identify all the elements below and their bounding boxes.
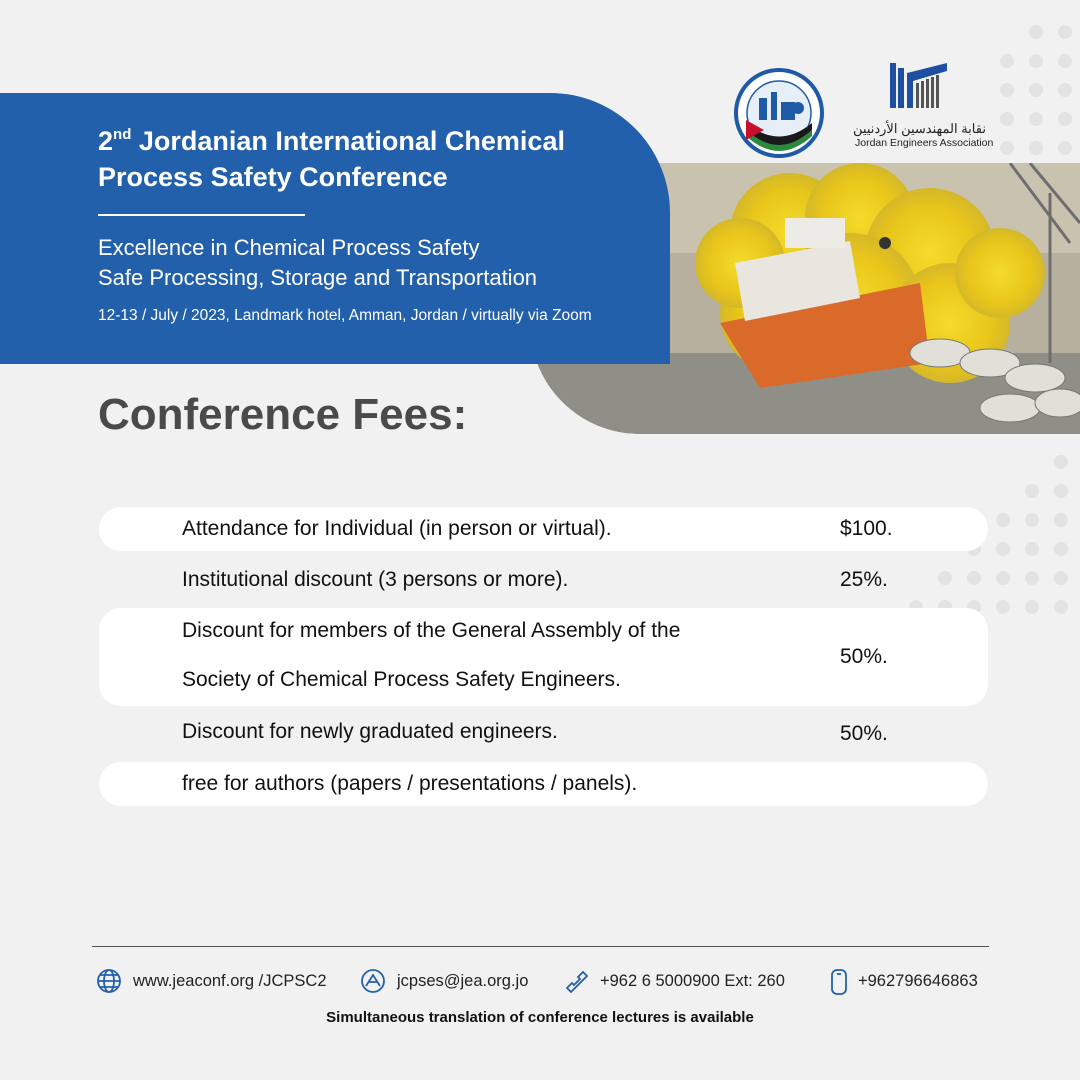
- fee-amount-graduates: 50%.: [840, 722, 888, 745]
- decorative-dot: [1029, 83, 1043, 97]
- decorative-dot: [1025, 542, 1039, 556]
- globe-icon: [96, 968, 122, 999]
- mobile-icon: [828, 968, 850, 1001]
- fee-amount-members: 50%.: [840, 645, 888, 668]
- email-link[interactable]: jcpses@jea.org.jo: [397, 972, 529, 990]
- fee-label-members-line2: Society of Chemical Process Safety Engineers.: [182, 668, 621, 691]
- society-seal-icon: [734, 68, 824, 158]
- decorative-dot: [1054, 600, 1068, 614]
- decorative-dot: [1025, 484, 1039, 498]
- decorative-dot: [1058, 141, 1072, 155]
- phone-icon: [563, 968, 589, 999]
- website-link[interactable]: www.jeaconf.org /JCPSC2: [133, 972, 327, 990]
- conference-date-location: 12-13 / July / 2023, Landmark hotel, Amman, Jordan / virtually via Zoom: [98, 307, 592, 324]
- decorative-dot: [1058, 112, 1072, 126]
- email-icon: [360, 968, 386, 999]
- fee-label-members-line1: Discount for members of the General Assembly of the: [182, 619, 681, 642]
- decorative-dot: [996, 513, 1010, 527]
- decorative-dot: [1058, 83, 1072, 97]
- conference-title: 2nd Jordanian International Chemical Process Safety Conference: [98, 126, 565, 192]
- fee-label-graduates: Discount for newly graduated engineers.: [182, 720, 558, 743]
- decorative-dot: [1000, 83, 1014, 97]
- decorative-dot: [1029, 54, 1043, 68]
- translation-note: Simultaneous translation of conference lectures is available: [326, 1009, 754, 1026]
- decorative-dot: [996, 571, 1010, 585]
- decorative-dot: [1054, 542, 1068, 556]
- footer-divider: [92, 946, 989, 947]
- decorative-dot: [996, 542, 1010, 556]
- decorative-dot: [1025, 513, 1039, 527]
- decorative-dot: [1054, 571, 1068, 585]
- decorative-dot: [1029, 112, 1043, 126]
- decorative-dot: [1000, 112, 1014, 126]
- jea-logo-icon: [885, 63, 950, 123]
- jea-name-arabic: نقابة المهندسين الأردنيين: [853, 121, 986, 136]
- jea-name-english: Jordan Engineers Association: [855, 137, 994, 149]
- decorative-dot: [1029, 141, 1043, 155]
- decorative-dot: [967, 571, 981, 585]
- decorative-dot: [1058, 25, 1072, 39]
- decorative-dot: [1025, 571, 1039, 585]
- conference-subtitle: Excellence in Chemical Process Safety Safe Processing, Storage and Transportation: [98, 235, 538, 290]
- decorative-dot: [1054, 513, 1068, 527]
- decorative-dot: [1054, 484, 1068, 498]
- fee-amount-individual: $100.: [840, 517, 893, 540]
- decorative-dot: [1025, 600, 1039, 614]
- decorative-dot: [1000, 141, 1014, 155]
- phone-number[interactable]: +962 6 5000900 Ext: 260: [600, 972, 785, 990]
- decorative-dot: [1054, 455, 1068, 469]
- decorative-dot: [1000, 54, 1014, 68]
- fee-label-individual: Attendance for Individual (in person or virtual).: [182, 517, 612, 540]
- decorative-dot: [1058, 54, 1072, 68]
- fees-heading: Conference Fees:: [98, 390, 468, 439]
- fee-amount-institutional: 25%.: [840, 568, 888, 591]
- banner-divider: [98, 214, 305, 216]
- decorative-dot: [938, 571, 952, 585]
- decorative-dot: [996, 600, 1010, 614]
- mobile-number[interactable]: +962796646863: [858, 972, 978, 990]
- fee-label-authors: free for authors (papers / presentations / panels).: [182, 772, 638, 795]
- fee-label-institutional: Institutional discount (3 persons or more).: [182, 568, 569, 591]
- conference-banner: [0, 93, 670, 364]
- decorative-dot: [1029, 25, 1043, 39]
